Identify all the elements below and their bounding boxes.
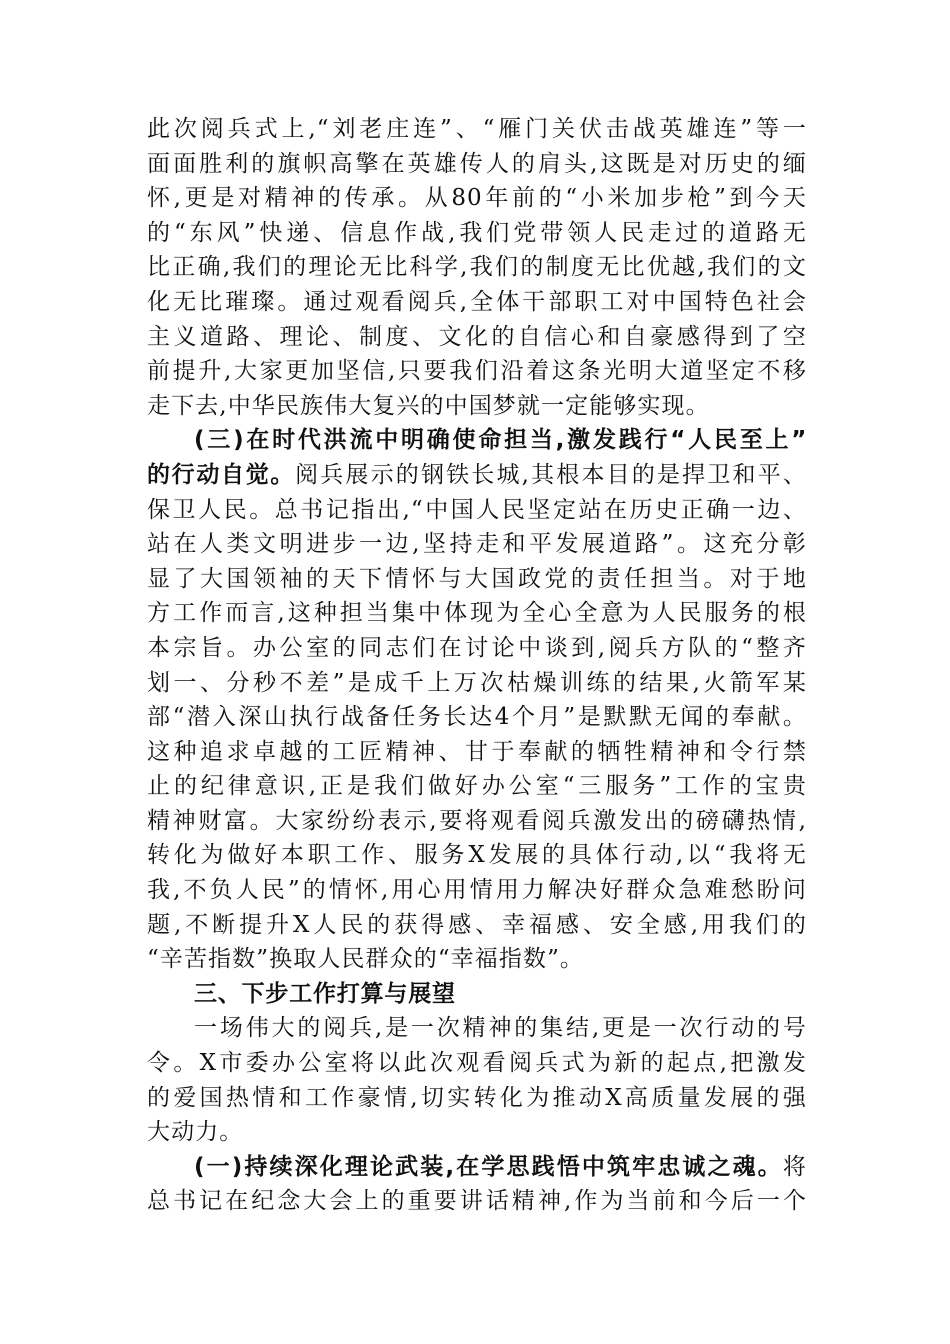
text-line: 方工作而言,这种担当集中体现为全心全意为人民服务的根: [147, 600, 807, 627]
text-line: 前提升,大家更加坚信,只要我们沿着这条光明大道坚定不移: [147, 358, 807, 385]
text-line: 令。X市委办公室将以此次观看阅兵式为新的起点,把激发: [147, 1050, 807, 1077]
text-line: 比正确,我们的理论无比科学,我们的制度无比优越,我们的文: [147, 254, 807, 281]
document-page: [147, 112, 807, 1219]
subheading-line: [147, 1150, 807, 1185]
text-line: 转化为做好本职工作、服务X发展的具体行动,以“我将无: [147, 842, 807, 869]
subheading-line: [147, 423, 807, 458]
text-line: 大动力。: [147, 1119, 244, 1146]
text-run: 将: [782, 1153, 807, 1180]
text-line: 止的纪律意识,正是我们做好办公室“三服务”工作的宝贵: [147, 773, 807, 800]
text-line: 面面胜利的旗帜高擎在英雄传人的肩头,这既是对历史的缅: [147, 150, 807, 177]
section-heading: 三、下步工作打算与展望: [194, 980, 456, 1007]
text-line: 划一、分秒不差”是成千上万次枯燥训练的结果,火箭军某: [147, 669, 807, 696]
text-line: 站在人类文明进步一边,坚持走和平发展道路”。这充分彰: [147, 531, 807, 558]
text-line: 走下去,中华民族伟大复兴的中国梦就一定能够实现。: [147, 392, 710, 419]
text-line: 一场伟大的阅兵,是一次精神的集结,更是一次行动的号: [194, 1015, 807, 1042]
text-line: [147, 458, 807, 493]
subheading-one: (一)持续深化理论武装,在学思践悟中筑牢忠诚之魂。: [194, 1153, 783, 1180]
subheading-three: (三)在时代洪流中明确使命担当,激发践行“人民至上”: [194, 427, 807, 454]
text-line: 此次阅兵式上,“刘老庄连”、“雁门关伏击战英雄连”等一: [147, 116, 807, 142]
text-line: 本宗旨。办公室的同志们在讨论中谈到,阅兵方队的“整齐: [147, 634, 807, 661]
text-line: 怀,更是对精神的传承。从80年前的“小米加步枪”到今天: [147, 185, 807, 212]
text-line: 精神财富。大家纷纷表示,要将观看阅兵激发出的磅礴热情,: [147, 807, 807, 834]
text-run: 阅兵展示的钢铁长城,其根本目的是捍卫和平、: [295, 461, 807, 488]
text-line: 的爱国热情和工作豪情,切实转化为推动X高质量发展的强: [147, 1084, 807, 1111]
text-line: 部“潜入深山执行战备任务长达4个月”是默默无闻的奉献。: [147, 704, 807, 731]
subheading-three-continued: 的行动自觉。: [147, 461, 296, 488]
text-line: “辛苦指数”换取人民群众的“幸福指数”。: [147, 946, 585, 973]
text-line: 我,不负人民”的情怀,用心用情用力解决好群众急难愁盼问: [147, 877, 807, 904]
text-line: 显了大国领袖的天下情怀与大国政党的责任担当。对于地: [147, 565, 807, 592]
text-line: 题,不断提升X人民的获得感、幸福感、安全感,用我们的: [147, 911, 807, 938]
text-line: 总书记在纪念大会上的重要讲话精神,作为当前和今后一个: [147, 1188, 807, 1215]
text-line: 的“东风”快递、信息作战,我们党带领人民走过的道路无: [147, 219, 807, 246]
text-line: 主义道路、理论、制度、文化的自信心和自豪感得到了空: [147, 323, 807, 350]
text-line: 保卫人民。总书记指出,“中国人民坚定站在历史正确一边、: [147, 496, 807, 523]
text-line: 化无比璀璨。通过观看阅兵,全体干部职工对中国特色社会: [147, 288, 807, 315]
text-line: 这种追求卓越的工匠精神、甘于奉献的牺牲精神和令行禁: [147, 738, 807, 765]
